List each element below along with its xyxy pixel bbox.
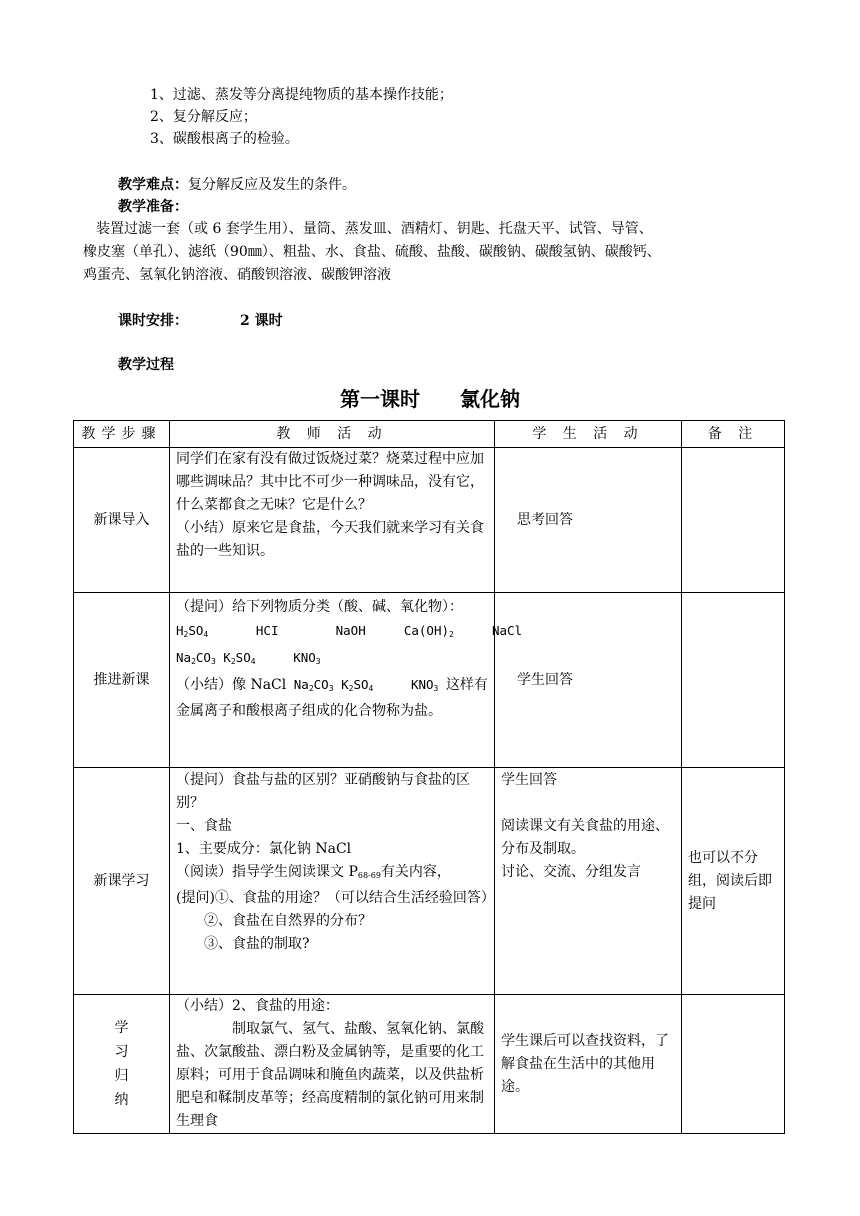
teacher-paragraph: 制取氯气、氢气、盐酸、氢氧化钠、氯酸盐、次氯酸盐、漂白粉及金属钠等，是重要的化工原料；可用于食品调味和腌鱼肉蔬菜，以及供盐析肥皂和鞣制皮革等；经高度精制的氯化钠可用来制生理食 xyxy=(176,1021,484,1129)
preparation-label: 教学准备： xyxy=(118,199,188,215)
schedule-value: 2 课时 xyxy=(240,313,283,329)
student-paragraph: 学生回答 xyxy=(501,772,557,788)
teacher-reading: （阅读）指导学生阅读课文 $P_{68-69}$有关内容， xyxy=(176,864,451,880)
teacher-paragraph: 1、主要成分：氯化钠 NaCl xyxy=(176,841,352,857)
student-cell: 学生课后可以查找资料，了解食盐在生活中的其他用途。 xyxy=(495,995,682,1134)
note-cell xyxy=(682,593,785,768)
teacher-cell xyxy=(170,593,523,768)
preparation-line-3: 鸡蛋壳、氢氧化钠溶液、硝酸钡溶液、碳酸钾溶液 xyxy=(83,267,391,283)
table-header-row xyxy=(74,421,785,448)
difficulty-label: 教学难点： xyxy=(118,177,188,193)
note-cell xyxy=(682,448,785,593)
schedule-label: 课时安排： xyxy=(118,313,188,329)
goal-2: 2、复分解反应； xyxy=(150,109,257,125)
formula: NaCl xyxy=(491,623,523,638)
student-cell: 思考回答 xyxy=(495,448,682,593)
note-cell: 也可以不分组，阅读后即提问 xyxy=(682,768,785,995)
teacher-paragraph: ③、食盐的制取? xyxy=(204,936,310,952)
formula: KNO xyxy=(293,650,316,665)
teacher-cell xyxy=(170,448,495,593)
table-row xyxy=(74,593,785,768)
formula: HCI xyxy=(255,623,279,638)
header-student: 学 生 活 动 xyxy=(495,421,682,448)
preparation-line-2: 橡皮塞（单孔）、滤纸（90㎜）、粗盐、水、食盐、硫酸、盐酸、碳酸钠、碳酸氢钠、碳酸钙、 xyxy=(83,244,661,260)
teacher-cell xyxy=(170,768,495,995)
goal-1: 1、过滤、蒸发等分离提纯物质的基本操作技能； xyxy=(150,87,453,103)
formula: NaOH xyxy=(335,623,366,638)
step-cell: 新课导入 xyxy=(74,448,170,593)
teacher-paragraph: （小结）2、食盐的用途： xyxy=(176,998,339,1014)
teacher-question: （提问）给下列物质分类（酸、碱、氧化物）： xyxy=(176,599,463,615)
formula: Ca(OH) xyxy=(403,623,449,638)
teacher-summary: （小结）像 NaCl $Na_2CO_3$ $K_2SO_4$ $KNO_3$ 这样有金属离子和酸根离子组成的化合物称为盐。 xyxy=(176,677,488,719)
formula-line-2: $Na_2CO_3$ $K_2SO_4$ $KNO_3$ xyxy=(176,650,321,666)
preparation-line-1: 装置过滤一套（或 6 套学生用）、量筒、蒸发皿、酒精灯、钥匙、托盘天平、试管、导管、 xyxy=(96,221,653,237)
teacher-paragraph: ②、食盐在自然界的分布？ xyxy=(204,913,372,929)
teacher-paragraph: （提问）食盐与盐的区别？亚硝酸钠与食盐的区别？ xyxy=(176,772,470,811)
note-cell xyxy=(682,995,785,1134)
lesson-table xyxy=(73,420,785,1134)
formula-line-1: $H_2SO_4$ HCI NaOH $Ca(OH)_2$ NaCl xyxy=(176,623,523,639)
student-paragraph: 阅读课文有关食盐的用途、分布及制取。 xyxy=(501,818,669,857)
step-cell: 学 习 归 纳 xyxy=(74,995,170,1134)
table-row xyxy=(74,768,785,995)
header-note: 备 注 xyxy=(682,421,785,448)
teacher-paragraph: (提问)①、食盐的用途？（可以结合生活经验回答） xyxy=(176,890,495,906)
student-cell: 学生回答 xyxy=(495,593,682,768)
header-step: 教学步骤 xyxy=(74,421,170,448)
header-teacher: 教 师 活 动 xyxy=(170,421,495,448)
goal-3: 3、碳酸根离子的检验。 xyxy=(150,131,299,147)
step-cell: 推进新课 xyxy=(74,593,170,768)
lesson-title: 第一课时 氯化钠 xyxy=(340,387,520,411)
teacher-cell xyxy=(170,995,495,1134)
student-paragraph: 讨论、交流、分组发言 xyxy=(501,864,641,880)
table-row xyxy=(74,995,785,1134)
student-cell xyxy=(495,768,682,995)
teacher-paragraph: 一、食盐 xyxy=(176,818,232,834)
step-cell: 新课学习 xyxy=(74,768,170,995)
table-row xyxy=(74,448,785,593)
teaching-difficulty xyxy=(118,174,356,196)
process-label: 教学过程 xyxy=(118,357,174,373)
difficulty-text: 复分解反应及发生的条件。 xyxy=(188,177,356,193)
teacher-paragraph: 同学们在家有没有做过饭烧过菜？烧菜过程中应加哪些调味品？其中比不可少一种调味品，没有它，什么菜都食之无味？它是什么？ xyxy=(176,451,484,513)
teacher-paragraph: （小结）原来它是食盐，今天我们就来学习有关食盐的一些知识。 xyxy=(176,520,484,559)
